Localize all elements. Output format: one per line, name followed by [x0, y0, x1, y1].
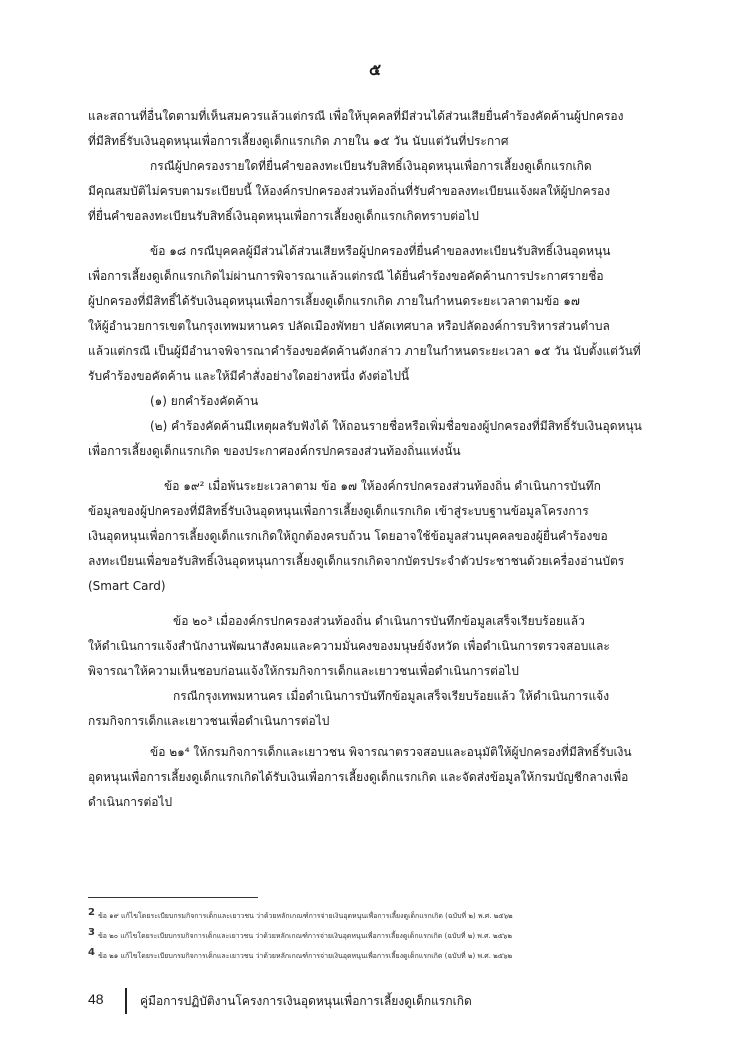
paragraph-gap: [88, 599, 662, 609]
body-line: (Smart Card): [88, 579, 166, 593]
footer-divider: [125, 988, 127, 1014]
footnote-text: ข้อ ๒๑ แก้ไขโดยระเบียบกรมกิจการเด็กและเยาวชน ว่าด้วยหลักเกณฑ์การจ่ายเงินอุดหนุนเพื่อการเลี้ยงดูเด็กแรกเกิด (ฉบับที่ ๒) พ.ศ. ๒๕๖๒: [97, 952, 513, 960]
body-line: ที่ยื่นคำขอลงทะเบียนรับสิทธิ์เงินอุดหนุนเพื่อการเลี้ยงดูเด็กแรกเกิดทราบต่อไป: [88, 209, 479, 223]
body-line: เงินอุดหนุนเพื่อการเลี้ยงดูเด็กแรกเกิดให้ถูกต้องครบถ้วน โดยอาจใช้ข้อมูลส่วนบุคคลของผู้ยื่นคำร้องขอ: [88, 529, 608, 543]
body-line: และสถานที่อื่นใดตามที่เห็นสมควรแล้วแต่กรณี เพื่อให้บุคคลที่มีส่วนได้ส่วนเสียยื่นคำร้องคัดค้านผู้ปกครอง: [88, 109, 624, 123]
paragraph-gap: [88, 229, 662, 239]
body-line: กรมกิจการเด็กและเยาวชนเพื่อดำเนินการต่อไป: [88, 714, 330, 728]
body-line: เพื่อการเลี้ยงดูเด็กแรกเกิดไม่ผ่านการพิจารณาแล้วแต่กรณี ได้ยื่นคำร้องขอคัดค้านการประกาศรายชื่อ: [88, 269, 604, 283]
body-line: พิจารณาให้ความเห็นชอบก่อนแจ้งให้กรมกิจการเด็กและเยาวชนเพื่อดำเนินการต่อไป: [88, 664, 519, 678]
footnote-marker: 3: [88, 927, 95, 938]
body-line: ข้อ ๒๐³ เมื่อองค์กรปกครองส่วนท้องถิ่น ดำเนินการบันทึกข้อมูลเสร็จเรียบร้อยแล้ว: [173, 614, 585, 628]
body-line: กรณีผู้ปกครองรายใดที่ยื่นคำขอลงทะเบียนรับสิทธิ์เงินอุดหนุนเพื่อการเลี้ยงดูเด็กแรกเกิด: [150, 159, 592, 173]
body-line: (๑) ยกคำร้องคัดค้าน: [150, 394, 259, 408]
footnote-divider: [88, 897, 258, 898]
footnote: [88, 903, 688, 923]
body-line: ข้อ ๑๙² เมื่อพ้นระยะเวลาตาม ข้อ ๑๗ ให้องค์กรปกครองส่วนท้องถิ่น ดำเนินการบันทึก: [164, 479, 601, 493]
body-line: รับคำร้องขอคัดค้าน และให้มีคำสั่งอย่างใดอย่างหนึ่ง ดังต่อไปนี้: [88, 369, 410, 383]
body-line: ที่มีสิทธิ์รับเงินอุดหนุนเพื่อการเลี้ยงดูเด็กแรกเกิด ภายใน ๑๕ วัน นับแต่วันที่ประกาศ: [88, 134, 509, 148]
page-number-top: ๕: [368, 60, 382, 79]
body-line: ให้ดำเนินการแจ้งสำนักงานพัฒนาสังคมและความมั่นคงของมนุษย์จังหวัด เพื่อดำเนินการตรวจสอบและ: [88, 639, 610, 653]
body-line: กรณีกรุงเทพมหานคร เมื่อดำเนินการบันทึกข้อมูลเสร็จเรียบร้อยแล้ว ให้ดำเนินการแจ้ง: [173, 689, 610, 703]
body-line: แล้วแต่กรณี เป็นผู้มีอำนาจพิจารณาคำร้องขอคัดค้านดังกล่าว ภายในกำหนดระยะเวลา ๑๕ วัน นับตั้งแต่วันที่: [88, 344, 641, 358]
body-line: ดำเนินการต่อไป: [88, 795, 173, 809]
footnote-marker: 4: [88, 947, 95, 958]
body-line: (๒) คำร้องคัดค้านมีเหตุผลรับฟังได้ ให้ถอนรายชื่อหรือเพิ่มชื่อของผู้ปกครองที่มีสิทธิ์รับเงินอุดหนุน: [150, 419, 642, 433]
document-body: [88, 104, 662, 815]
footer-page-number: 48: [88, 991, 104, 1007]
footnotes: [88, 903, 688, 963]
footnote-text: ข้อ ๑๙ แก้ไขโดยระเบียบกรมกิจการเด็กและเยาวชน ว่าด้วยหลักเกณฑ์การจ่ายเงินอุดหนุนเพื่อการเลี้ยงดูเด็กแรกเกิด (ฉบับที่ ๒) พ.ศ. ๒๕๖๒: [97, 912, 513, 920]
body-line: มีคุณสมบัติไม่ครบตามระเบียบนี้ ให้องค์กรปกครองส่วนท้องถิ่นที่รับคำขอลงทะเบียนแจ้งผลให้ผู้ปกครอง: [88, 184, 611, 198]
body-line: อุดหนุนเพื่อการเลี้ยงดูเด็กแรกเกิดได้รับเงินเพื่อการเลี้ยงดูเด็กแรกเกิด และจัดส่งข้อมูลให้กรมบัญชีกลางเพื่อ: [88, 770, 629, 784]
body-line: ผู้ปกครองที่มีสิทธิ์ได้รับเงินอุดหนุนเพื่อการเลี้ยงดูเด็กแรกเกิด ภายในกำหนดระยะเวลาตามข้อ ๑๗: [88, 294, 580, 308]
footer-title: คู่มือการปฏิบัติงานโครงการเงินอุดหนุนเพื่อการเลี้ยงดูเด็กแรกเกิด: [140, 994, 472, 1008]
body-line: ลงทะเบียนเพื่อขอรับสิทธิ์เงินอุดหนุนการเลี้ยงดูเด็กแรกเกิดจากบัตรประจำตัวประชาชนด้วยเครื่องอ่านบัตร: [88, 554, 625, 568]
body-line: ข้อ ๑๘ กรณีบุคคลผู้มีส่วนได้ส่วนเสียหรือผู้ปกครองที่ยื่นคำขอลงทะเบียนรับสิทธิ์เงินอุดหนุน: [150, 244, 611, 258]
footnote: [88, 943, 688, 963]
footnote-text: ข้อ ๒๐ แก้ไขโดยระเบียบกรมกิจการเด็กและเยาวชน ว่าด้วยหลักเกณฑ์การจ่ายเงินอุดหนุนเพื่อการเลี้ยงดูเด็กแรกเกิด (ฉบับที่ ๒) พ.ศ. ๒๕๖๒: [97, 932, 512, 940]
paragraph-gap: [88, 464, 662, 474]
body-line: ข้อ ๒๑⁴ ให้กรมกิจการเด็กและเยาวชน พิจารณาตรวจสอบและอนุมัติให้ผู้ปกครองที่มีสิทธิ์รับเงิน: [150, 745, 632, 759]
footnote-marker: 2: [88, 907, 95, 918]
footnote: [88, 923, 688, 943]
page-footer: [88, 988, 688, 1014]
body-line: ข้อมูลของผู้ปกครองที่มีสิทธิ์รับเงินอุดหนุนเพื่อการเลี้ยงดูเด็กแรกเกิด เข้าสู่ระบบฐานข้อมูลโครงการ: [88, 504, 589, 518]
body-line: ให้ผู้อำนวยการเขตในกรุงเทพมหานคร ปลัดเมืองพัทยา ปลัดเทศบาล หรือปลัดองค์การบริหารส่วนตำบล: [88, 319, 610, 333]
body-line: เพื่อการเลี้ยงดูเด็กแรกเกิด ของประกาศองค์กรปกครองส่วนท้องถิ่นแห่งนั้น: [88, 444, 461, 458]
